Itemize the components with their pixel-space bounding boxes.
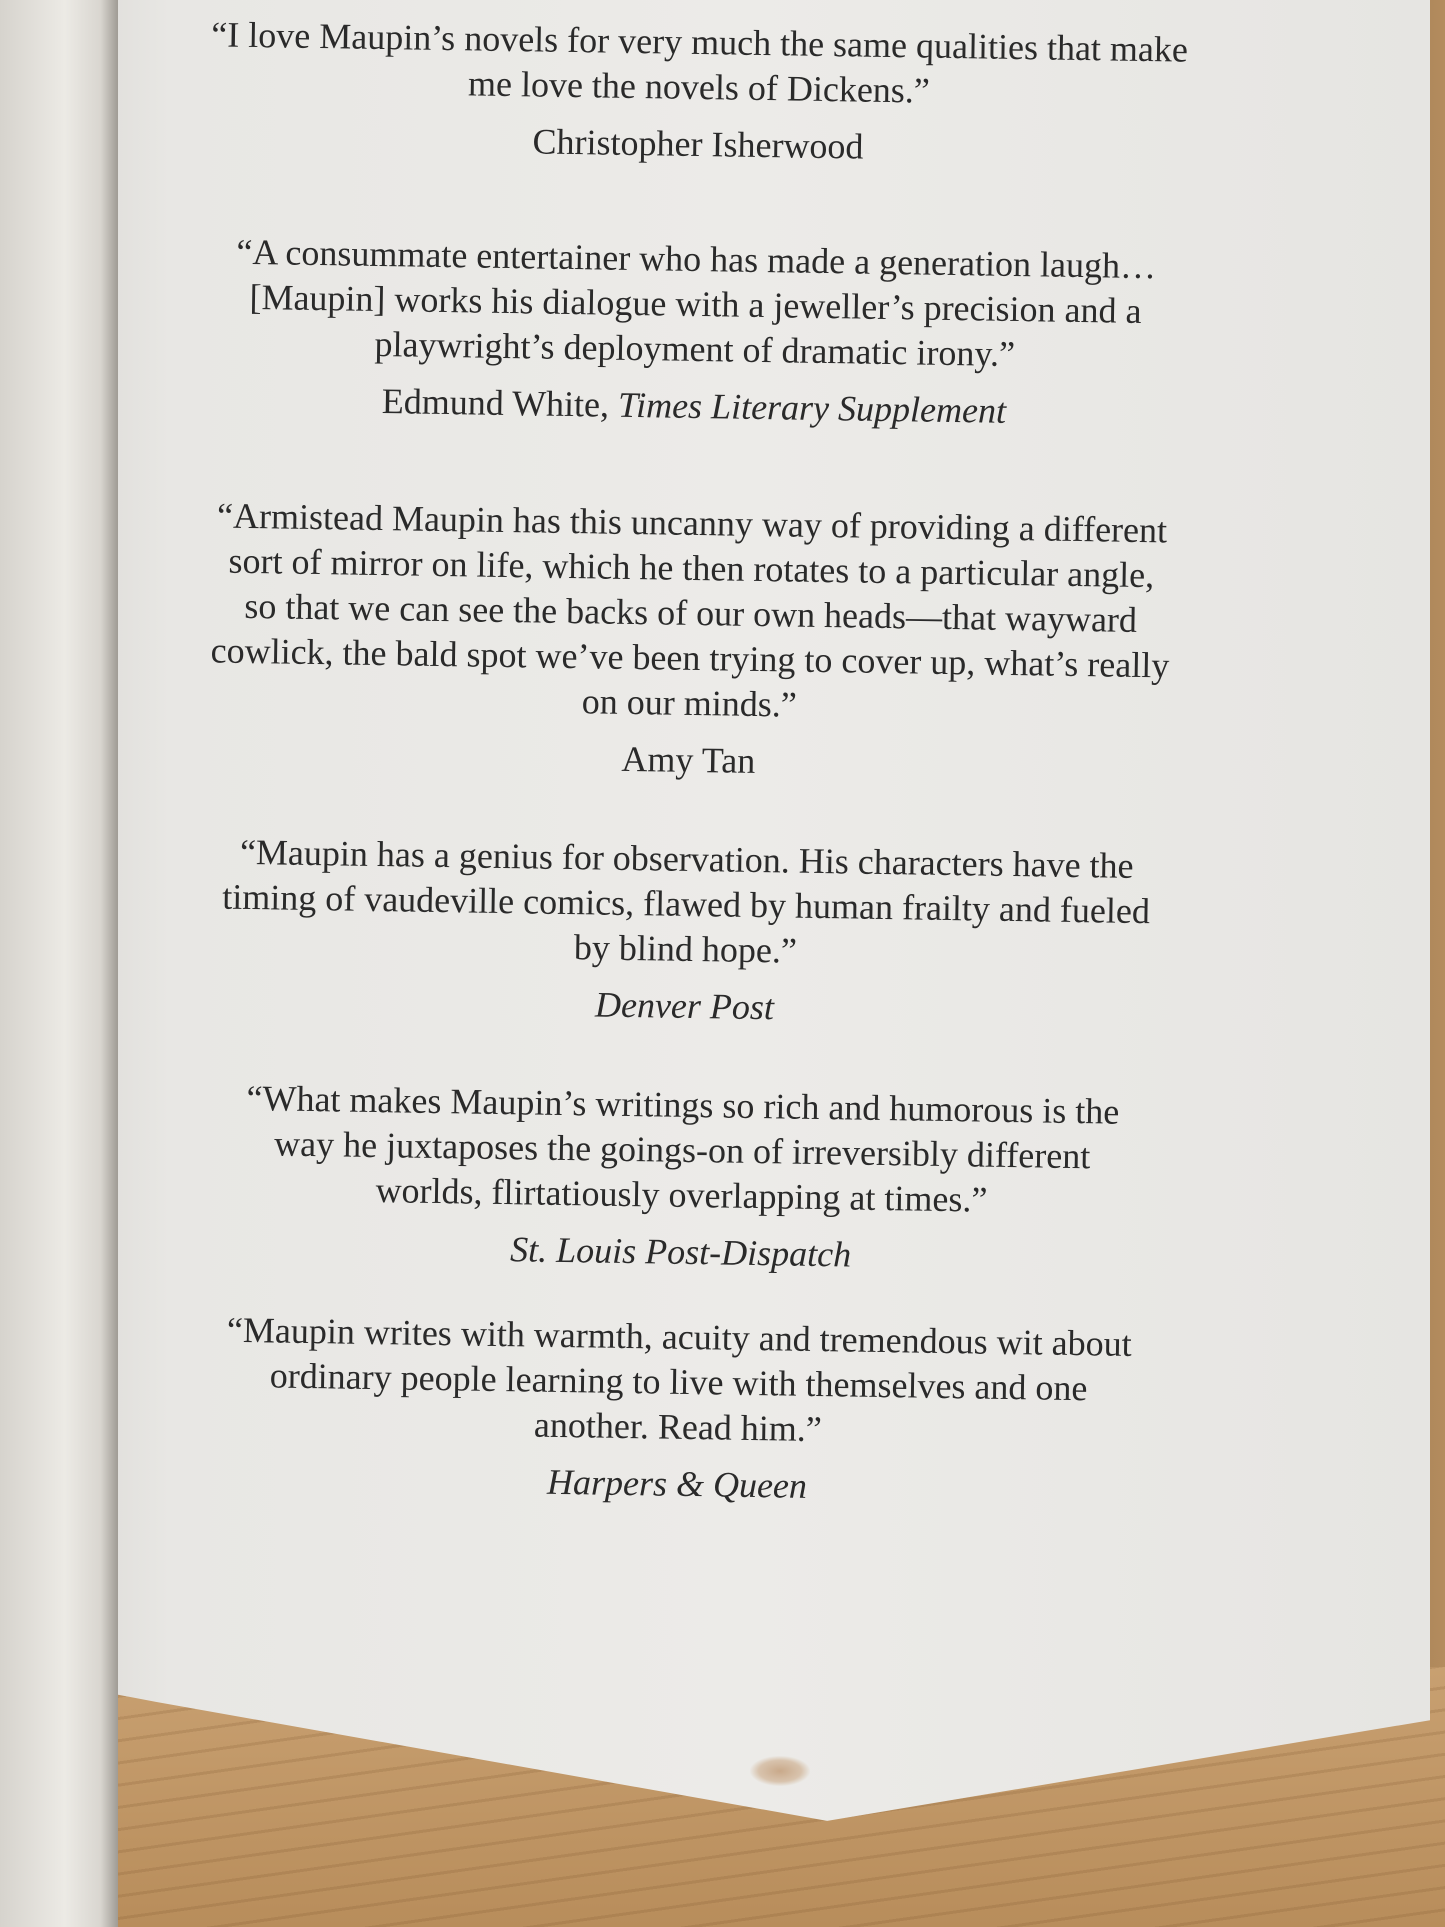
quote-attribution [188,730,1189,791]
quote-publication: Denver Post [594,984,775,1028]
quote-publication: Times Literary Supplement [617,384,1007,431]
quote-attribution [180,1222,1181,1283]
quote-block [184,829,1187,1037]
page-tear-mark [750,1756,810,1786]
quote-block [188,493,1192,791]
quote-author: Amy Tan [621,738,756,781]
quote-block [198,12,1200,175]
quote-attribution [194,376,1195,437]
quote-attribution [198,114,1199,175]
quote-text: “Armistead Maupin has this uncanny way of providing a different sort of mirror on life, which he then rotates to a particular angle, so that we can see the backs of our own heads—that wayward cowlick, the bald spot we’ve been trying to cover up, what’s really on our minds.” [210,495,1170,725]
quote-attribution [184,976,1185,1037]
cover-flap [0,0,118,1927]
quote-text: “Maupin writes with warmth, acuity and tremendous wit about ordinary people learning to live with themselves and one another. Read him.” [226,1309,1132,1450]
quote-author: Christopher Isherwood [532,121,864,167]
quote-publication: St. Louis Post-Dispatch [509,1229,852,1275]
praise-quotes [177,12,1200,1515]
quote-text: “A consummate entertainer who has made a generation laugh…[Maupin] works his dialogue with a jeweller’s precision and a playwright’s deployment of dramatic irony.” [236,231,1157,374]
quote-block [194,229,1197,437]
quote-text: “What makes Maupin’s writings so rich and humorous is the way he juxtaposes the goings-on of irreversibly different worlds, flirtatiously overlapping at times.” [246,1078,1120,1220]
quote-block [177,1307,1180,1515]
quote-publication: Harpers & Queen [546,1461,808,1506]
quote-text: “Maupin has a genius for observation. His characters have the timing of vaudeville comics, flawed by human frailty and fueled by blind hope.” [221,831,1151,971]
quote-text: “I love Maupin’s novels for very much the same qualities that make me love the novels of Dickens.” [211,14,1189,111]
quote-block [180,1075,1183,1283]
quote-author: Edmund White, [381,381,610,425]
